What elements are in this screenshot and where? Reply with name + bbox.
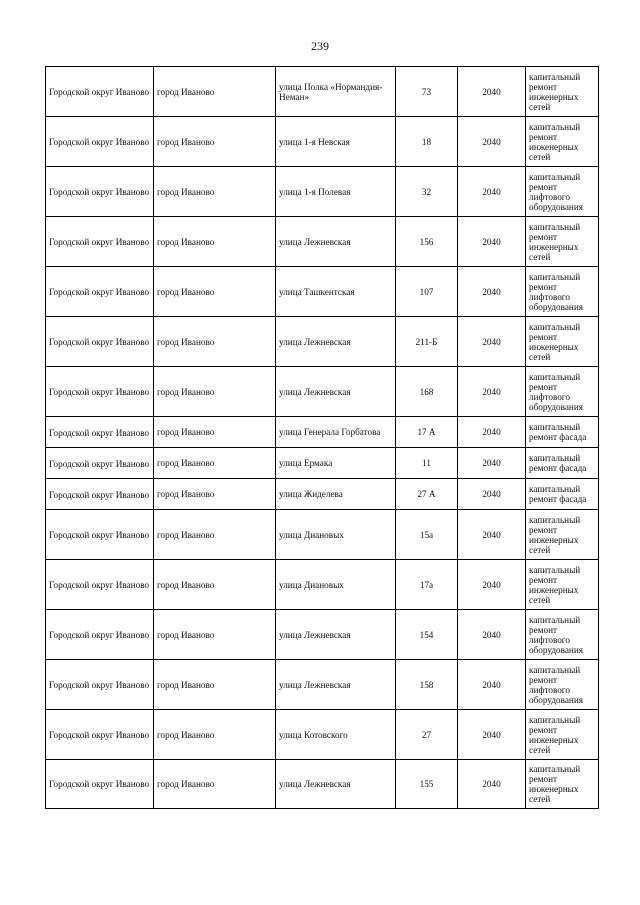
street-cell: улица Генерала Горбатова	[276, 417, 396, 448]
city-cell: город Иваново	[154, 317, 276, 367]
work-type-cell: капитальный ремонт фасада	[526, 448, 599, 479]
district-cell: Городской округ Иваново	[46, 67, 154, 117]
street-cell: улица Жиделева	[276, 479, 396, 510]
street-cell: улица Лежневская	[276, 660, 396, 710]
district-cell: Городской округ Иваново	[46, 610, 154, 660]
year-cell: 2040	[458, 217, 526, 267]
house-cell: 17а	[396, 560, 458, 610]
year-cell: 2040	[458, 117, 526, 167]
house-cell: 155	[396, 760, 458, 809]
district-cell: Городской округ Иваново	[46, 117, 154, 167]
street-cell: улица Диановых	[276, 560, 396, 610]
district-cell: Городской округ Иваново	[46, 217, 154, 267]
table-row	[46, 510, 599, 560]
street-cell: улица 1-я Невская	[276, 117, 396, 167]
year-cell: 2040	[458, 660, 526, 710]
street-cell: улица Лежневская	[276, 610, 396, 660]
street-cell: улица 1-я Полевая	[276, 167, 396, 217]
table-row	[46, 610, 599, 660]
district-cell: Городской округ Иваново	[46, 760, 154, 809]
table-row	[46, 267, 599, 317]
year-cell: 2040	[458, 417, 526, 448]
table-row	[46, 760, 599, 809]
work-type-cell: капитальный ремонт инженерных сетей	[526, 760, 599, 809]
table-row	[46, 448, 599, 479]
work-type-cell: капитальный ремонт лифтового оборудования	[526, 267, 599, 317]
street-cell: улица Лежневская	[276, 317, 396, 367]
table-row	[46, 710, 599, 760]
house-cell: 156	[396, 217, 458, 267]
city-cell: город Иваново	[154, 67, 276, 117]
year-cell: 2040	[458, 448, 526, 479]
work-type-cell: капитальный ремонт инженерных сетей	[526, 67, 599, 117]
work-type-cell: капитальный ремонт фасада	[526, 417, 599, 448]
table-row	[46, 660, 599, 710]
table-row	[46, 167, 599, 217]
city-cell: город Иваново	[154, 760, 276, 809]
year-cell: 2040	[458, 479, 526, 510]
district-cell: Городской округ Иваново	[46, 510, 154, 560]
year-cell: 2040	[458, 317, 526, 367]
year-cell: 2040	[458, 167, 526, 217]
year-cell: 2040	[458, 67, 526, 117]
city-cell: город Иваново	[154, 660, 276, 710]
house-cell: 15а	[396, 510, 458, 560]
year-cell: 2040	[458, 560, 526, 610]
street-cell: улица Котовского	[276, 710, 396, 760]
year-cell: 2040	[458, 710, 526, 760]
table-row	[46, 217, 599, 267]
city-cell: город Иваново	[154, 267, 276, 317]
work-type-cell: капитальный ремонт инженерных сетей	[526, 710, 599, 760]
city-cell: город Иваново	[154, 167, 276, 217]
city-cell: город Иваново	[154, 610, 276, 660]
city-cell: город Иваново	[154, 710, 276, 760]
house-cell: 168	[396, 367, 458, 417]
district-cell: Городской округ Иваново	[46, 417, 154, 448]
house-cell: 211-Б	[396, 317, 458, 367]
work-type-cell: капитальный ремонт лифтового оборудования	[526, 167, 599, 217]
work-type-cell: капитальный ремонт лифтового оборудования	[526, 610, 599, 660]
city-cell: город Иваново	[154, 510, 276, 560]
year-cell: 2040	[458, 760, 526, 809]
page-number: 239	[311, 39, 329, 53]
table-row	[46, 317, 599, 367]
district-cell: Городской округ Иваново	[46, 710, 154, 760]
year-cell: 2040	[458, 510, 526, 560]
house-cell: 107	[396, 267, 458, 317]
work-type-cell: капитальный ремонт лифтового оборудования	[526, 660, 599, 710]
city-cell: город Иваново	[154, 217, 276, 267]
housing-repair-table	[45, 66, 599, 809]
house-cell: 27 А	[396, 479, 458, 510]
year-cell: 2040	[458, 367, 526, 417]
house-cell: 154	[396, 610, 458, 660]
house-cell: 17 А	[396, 417, 458, 448]
district-cell: Городской округ Иваново	[46, 479, 154, 510]
city-cell: город Иваново	[154, 117, 276, 167]
year-cell: 2040	[458, 610, 526, 660]
street-cell: улица Лежневская	[276, 760, 396, 809]
work-type-cell: капитальный ремонт инженерных сетей	[526, 217, 599, 267]
district-cell: Городской округ Иваново	[46, 367, 154, 417]
street-cell: улица Диановых	[276, 510, 396, 560]
work-type-cell: капитальный ремонт лифтового оборудования	[526, 367, 599, 417]
house-cell: 73	[396, 67, 458, 117]
work-type-cell: капитальный ремонт инженерных сетей	[526, 560, 599, 610]
house-cell: 158	[396, 660, 458, 710]
house-cell: 18	[396, 117, 458, 167]
house-cell: 32	[396, 167, 458, 217]
city-cell: город Иваново	[154, 479, 276, 510]
year-cell: 2040	[458, 267, 526, 317]
street-cell: улица Полка «Нормандия-Неман»	[276, 67, 396, 117]
work-type-cell: капитальный ремонт инженерных сетей	[526, 317, 599, 367]
street-cell: улица Ермака	[276, 448, 396, 479]
table-row	[46, 560, 599, 610]
district-cell: Городской округ Иваново	[46, 560, 154, 610]
city-cell: город Иваново	[154, 367, 276, 417]
work-type-cell: капитальный ремонт инженерных сетей	[526, 510, 599, 560]
city-cell: город Иваново	[154, 448, 276, 479]
city-cell: город Иваново	[154, 560, 276, 610]
district-cell: Городской округ Иваново	[46, 167, 154, 217]
house-cell: 27	[396, 710, 458, 760]
street-cell: улица Лежневская	[276, 367, 396, 417]
work-type-cell: капитальный ремонт инженерных сетей	[526, 117, 599, 167]
table-row	[46, 479, 599, 510]
work-type-cell: капитальный ремонт фасада	[526, 479, 599, 510]
table-row	[46, 417, 599, 448]
district-cell: Городской округ Иваново	[46, 267, 154, 317]
district-cell: Городской округ Иваново	[46, 317, 154, 367]
district-cell: Городской округ Иваново	[46, 660, 154, 710]
table-row	[46, 67, 599, 117]
house-cell: 11	[396, 448, 458, 479]
street-cell: улица Лежневская	[276, 217, 396, 267]
table-row	[46, 117, 599, 167]
city-cell: город Иваново	[154, 417, 276, 448]
table-row	[46, 367, 599, 417]
district-cell: Городской округ Иваново	[46, 448, 154, 479]
street-cell: улица Ташкентская	[276, 267, 396, 317]
